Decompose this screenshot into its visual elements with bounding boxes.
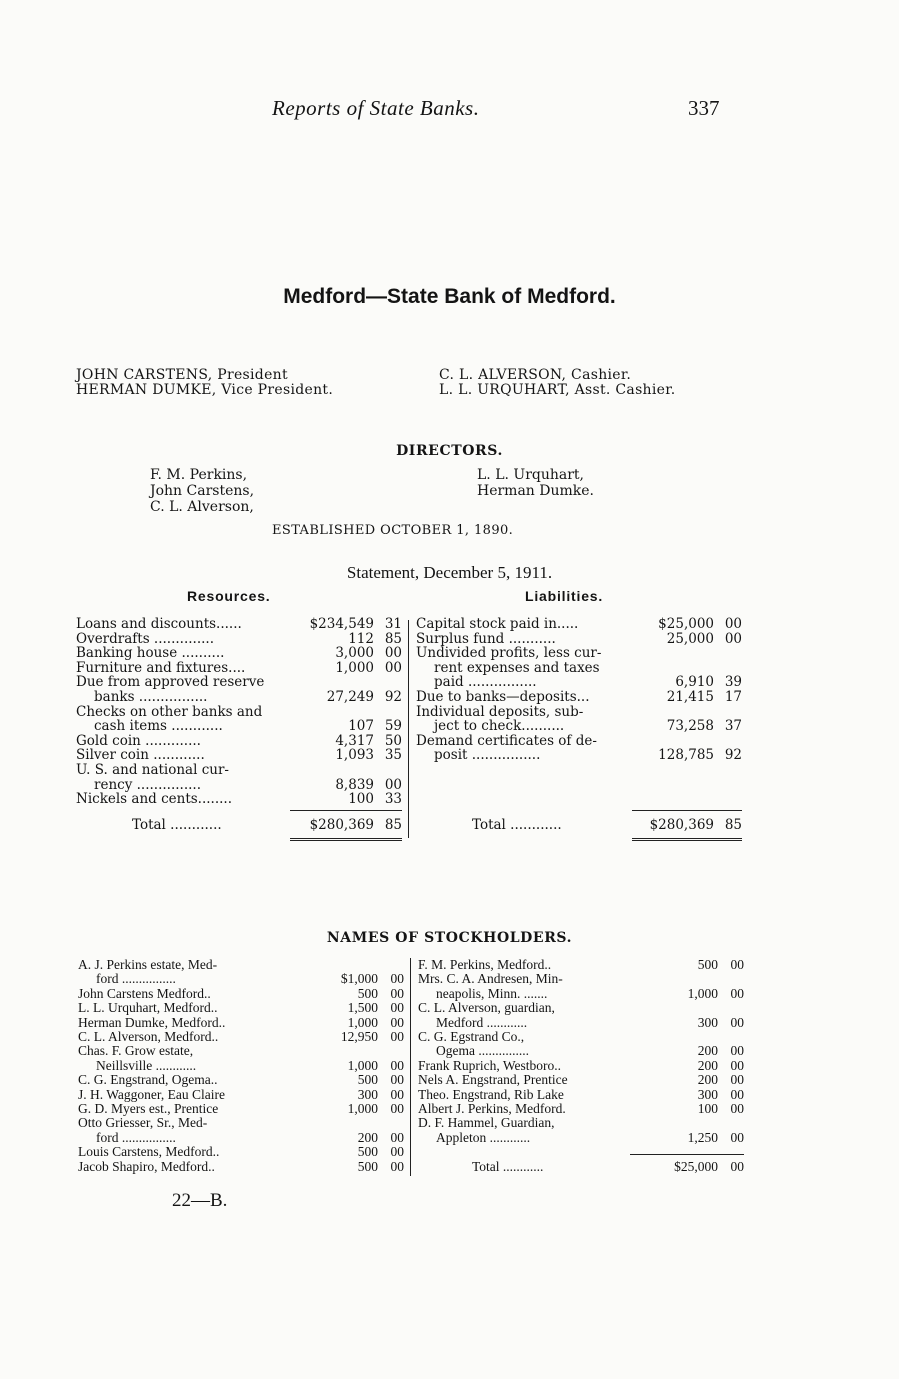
director: John Carstens,: [150, 483, 255, 499]
entry-line: [76, 705, 402, 720]
entry-line: [78, 958, 404, 972]
entry-description: Albert J. Perkins, Medford.: [418, 1101, 566, 1117]
entry-line: [78, 987, 404, 1001]
entry-line: [76, 734, 402, 749]
amount-cents: 37: [724, 718, 742, 735]
entry-line: [416, 690, 742, 705]
amount-dollars: 100: [697, 1101, 718, 1117]
director: Herman Dumke.: [477, 483, 595, 499]
entry-line: [416, 734, 742, 749]
entry-description: A. J. Perkins estate, Med-: [78, 957, 218, 972]
amount-dollars: $234,549: [309, 616, 374, 632]
amount-cents: 33: [384, 791, 402, 808]
entry-description: Overdrafts ..............: [76, 630, 214, 647]
amount-dollars: 1,093: [335, 747, 374, 764]
director: F. M. Perkins,: [150, 467, 248, 483]
amount-cents: 00: [390, 1072, 404, 1088]
entry-description: ject to check..........: [434, 718, 565, 735]
total-cents: 85: [724, 817, 742, 833]
amount-cents: 31: [384, 616, 402, 632]
entry-description: Frank Ruprich, Westboro..: [418, 1057, 562, 1073]
entry-description: Theo. Engstrand, Rib Lake: [418, 1086, 564, 1102]
entry-amount: [616, 617, 742, 632]
resources-heading: Resources.: [187, 588, 271, 604]
entry-description: paid ................: [434, 674, 537, 691]
entry-description: banks ................: [94, 688, 208, 705]
total-amount: [616, 818, 742, 833]
entry-line: [418, 1059, 744, 1073]
amount-dollars: 21,415: [666, 688, 714, 705]
entry-amount: [616, 632, 742, 647]
amount-cents: 00: [390, 1129, 404, 1145]
amount-cents: 00: [384, 645, 402, 662]
entry-description: neapolis, Minn. .......: [436, 985, 548, 1001]
liabilities-total-row: [416, 818, 742, 833]
total-cents: 85: [384, 817, 402, 833]
entry-line: [78, 1145, 404, 1159]
entry-line: [418, 1030, 744, 1044]
amount-dollars: 500: [357, 1144, 378, 1160]
entry-description: Checks on other banks and: [76, 703, 263, 720]
amount-cents: 00: [730, 957, 744, 972]
amount-dollars: 128,785: [658, 747, 714, 764]
entry-amount: [286, 1059, 404, 1073]
amount-dollars: 1,500: [347, 1000, 378, 1016]
entry-description: Herman Dumke, Medford..: [78, 1014, 226, 1030]
amount-cents: 00: [390, 1057, 404, 1073]
amount-dollars: 6,910: [675, 674, 714, 691]
amount-cents: 39: [724, 674, 742, 691]
entry-amount: [276, 646, 402, 661]
amount-dollars: 1,000: [687, 985, 718, 1001]
entry-line: [78, 972, 404, 986]
amount-cents: 00: [390, 1014, 404, 1030]
amount-dollars: 500: [697, 957, 718, 972]
entry-amount: [626, 958, 744, 972]
amount-dollars: 200: [697, 1043, 718, 1059]
entry-description: John Carstens Medford..: [78, 985, 211, 1001]
amount-dollars: 1,000: [347, 1057, 378, 1073]
entry-line: [416, 632, 742, 647]
amount-dollars: 8,839: [335, 776, 374, 793]
entry-line: [416, 617, 742, 632]
directors-left: [150, 467, 254, 515]
amount-cents: 00: [730, 1086, 744, 1102]
entry-amount: [286, 1102, 404, 1116]
bank-title: Medford—State Bank of Medford.: [283, 285, 616, 308]
amount-cents: 85: [384, 630, 402, 647]
entry-description: J. H. Waggoner, Eau Claire: [78, 1086, 225, 1102]
entry-amount: [286, 1001, 404, 1015]
entry-description: D. F. Hammel, Guardian,: [418, 1115, 555, 1131]
amount-cents: 00: [390, 985, 404, 1001]
entry-description: Loans and discounts......: [76, 616, 242, 632]
total-amount: [276, 818, 402, 833]
entry-description: ford ................: [96, 1129, 176, 1145]
amount-dollars: 1,000: [335, 659, 374, 676]
director: L. L. Urquhart,: [477, 467, 584, 483]
entry-amount: [286, 1030, 404, 1044]
entry-description: Due from approved reserve: [76, 674, 265, 691]
statement-divider: [408, 620, 409, 838]
resources-total-row: [76, 818, 402, 833]
entry-description: Chas. F. Grow estate,: [78, 1043, 194, 1059]
amount-dollars: 300: [697, 1086, 718, 1102]
entry-line: [418, 1088, 744, 1102]
entry-line: [78, 1016, 404, 1030]
entry-line: [76, 646, 402, 661]
entry-description: Mrs. C. A. Andresen, Min-: [418, 971, 563, 987]
entry-line: [78, 1001, 404, 1015]
officers-left: [76, 368, 333, 398]
entry-amount: [286, 972, 404, 986]
resources-total-double-rule: [290, 838, 402, 841]
resources-table: [76, 617, 402, 807]
total-label: Total ............: [132, 817, 222, 833]
amount-cents: 50: [384, 732, 402, 749]
entry-description: Surplus fund ...........: [416, 630, 556, 647]
director: C. L. Alverson,: [150, 499, 254, 515]
amount-cents: 00: [730, 1014, 744, 1030]
amount-dollars: 25,000: [666, 630, 714, 647]
liabilities-total-double-rule: [632, 838, 742, 841]
stockholders-right-list: [418, 958, 744, 1145]
entry-description: C. G. Engstrand, Ogema..: [78, 1072, 218, 1088]
amount-cents: 00: [724, 630, 742, 647]
entry-line: [76, 778, 402, 793]
entry-amount: [286, 1160, 404, 1174]
amount-dollars: 100: [348, 791, 374, 808]
amount-cents: 00: [390, 1158, 404, 1174]
entry-line: [78, 1131, 404, 1145]
amount-cents: 00: [730, 1072, 744, 1088]
total-label: Total ............: [472, 1159, 544, 1174]
entry-line: [418, 1131, 744, 1145]
entry-description: posit ................: [434, 747, 541, 764]
entry-description: Furniture and fixtures....: [76, 659, 246, 676]
entry-description: rent expenses and taxes: [434, 659, 600, 676]
entry-description: F. M. Perkins, Medford..: [418, 957, 552, 972]
amount-dollars: 200: [697, 1072, 718, 1088]
entry-amount: [286, 1088, 404, 1102]
amount-cents: 00: [390, 1029, 404, 1045]
amount-cents: 00: [730, 1057, 744, 1073]
entry-line: [416, 661, 742, 676]
entry-line: [78, 1059, 404, 1073]
amount-dollars: 107: [348, 718, 374, 735]
amount-cents: 00: [390, 1144, 404, 1160]
amount-dollars: 300: [697, 1014, 718, 1030]
entry-amount: [276, 632, 402, 647]
stockholders-total-rule: [630, 1154, 744, 1155]
entry-description: Undivided profits, less cur-: [416, 645, 602, 662]
amount-cents: 00: [390, 1000, 404, 1016]
entry-description: Neillsville ............: [96, 1057, 197, 1073]
entry-amount: [276, 690, 402, 705]
directors-right: [477, 467, 594, 499]
entry-amount: [276, 661, 402, 676]
total-dollars: $280,369: [309, 817, 374, 833]
entry-line: [78, 1073, 404, 1087]
entry-amount: [626, 1131, 744, 1145]
entry-amount: [626, 1073, 744, 1087]
amount-dollars: 1,000: [347, 1101, 378, 1117]
officer-asst-cashier: L. L. URQUHART, Asst. Cashier.: [439, 382, 676, 398]
entry-description: Silver coin ............: [76, 747, 205, 764]
entry-amount: [626, 987, 744, 1001]
entry-description: Louis Carstens, Medford..: [78, 1144, 220, 1160]
entry-description: Otto Griesser, Sr., Med-: [78, 1115, 208, 1131]
signature-mark: 22—B.: [172, 1190, 228, 1211]
total-label: Total ............: [472, 817, 562, 833]
entry-description: Nels A. Engstrand, Prentice: [418, 1072, 568, 1088]
total-dollars: $25,000: [674, 1159, 718, 1174]
entry-description: L. L. Urquhart, Medford..: [78, 1000, 218, 1016]
entry-amount: [616, 719, 742, 734]
entry-line: [78, 1160, 404, 1174]
established-date: ESTABLISHED OCTOBER 1, 1890.: [272, 523, 514, 538]
total-cents: 00: [730, 1159, 744, 1174]
amount-cents: 92: [724, 747, 742, 764]
officers-right: [439, 368, 675, 398]
entry-description: Appleton ............: [436, 1129, 531, 1145]
entry-description: Individual deposits, sub-: [416, 703, 584, 720]
entry-amount: [626, 1016, 744, 1030]
entry-amount: [626, 1044, 744, 1058]
entry-amount: [286, 1145, 404, 1159]
amount-cents: 00: [730, 985, 744, 1001]
entry-amount: [276, 617, 402, 632]
entry-line: [418, 1001, 744, 1015]
amount-cents: 00: [390, 1101, 404, 1117]
entry-line: [418, 1073, 744, 1087]
entry-line: [76, 690, 402, 705]
stockholders-total-row: [418, 1160, 744, 1174]
entry-description: C. G. Egstrand Co.,: [418, 1029, 525, 1045]
entry-line: [78, 1030, 404, 1044]
entry-amount: [276, 748, 402, 763]
entry-line: [418, 958, 744, 972]
page-number: 337: [688, 96, 720, 120]
entry-description: Ogema ...............: [436, 1043, 529, 1059]
amount-cents: 00: [390, 971, 404, 987]
entry-amount: [616, 675, 742, 690]
running-header-title: Reports of State Banks.: [272, 96, 480, 120]
amount-dollars: 4,317: [335, 732, 374, 749]
amount-cents: 00: [724, 616, 742, 632]
entry-line: [418, 1044, 744, 1058]
resources-total-rule: [290, 810, 402, 811]
entry-line: [418, 1016, 744, 1030]
entry-amount: [286, 1073, 404, 1087]
entry-line: [76, 632, 402, 647]
total-amount: [626, 1160, 744, 1174]
amount-cents: 00: [384, 776, 402, 793]
liabilities-table: [416, 617, 742, 763]
entry-amount: [616, 748, 742, 763]
entry-description: Capital stock paid in.....: [416, 616, 579, 632]
entry-line: [418, 972, 744, 986]
entry-line: [78, 1044, 404, 1058]
entry-line: [416, 646, 742, 661]
entry-amount: [626, 1102, 744, 1116]
entry-line: [416, 748, 742, 763]
entry-line: [418, 1102, 744, 1116]
entry-line: [78, 1088, 404, 1102]
entry-amount: [276, 778, 402, 793]
entry-description: ford ................: [96, 971, 176, 987]
entry-amount: [616, 690, 742, 705]
stockholders-left-list: [78, 958, 404, 1174]
entry-line: [416, 705, 742, 720]
amount-dollars: 3,000: [335, 645, 374, 662]
entry-description: Jacob Shapiro, Medford..: [78, 1158, 215, 1174]
amount-cents: 00: [730, 1101, 744, 1117]
amount-dollars: 73,258: [666, 718, 714, 735]
entry-line: [76, 763, 402, 778]
amount-cents: 00: [384, 659, 402, 676]
amount-dollars: $1,000: [340, 971, 378, 987]
entry-description: C. L. Alverson, Medford..: [78, 1029, 219, 1045]
entry-line: [418, 1116, 744, 1130]
amount-dollars: 12,950: [340, 1029, 378, 1045]
entry-line: [76, 661, 402, 676]
amount-cents: 59: [384, 718, 402, 735]
entry-description: C. L. Alverson, guardian,: [418, 1000, 555, 1016]
amount-dollars: 112: [348, 630, 374, 647]
entry-amount: [286, 1016, 404, 1030]
officer-vice-president: HERMAN DUMKE, Vice President.: [76, 382, 334, 398]
entry-amount: [276, 734, 402, 749]
directors-heading: DIRECTORS.: [396, 443, 503, 459]
stockholders-divider: [410, 958, 411, 1176]
amount-cents: 35: [384, 747, 402, 764]
amount-dollars: 500: [357, 1072, 378, 1088]
stockholders-heading: NAMES OF STOCKHOLDERS.: [326, 930, 573, 946]
entry-line: [418, 987, 744, 1001]
entry-description: U. S. and national cur-: [76, 761, 229, 778]
amount-cents: 00: [730, 1129, 744, 1145]
entry-line: [76, 748, 402, 763]
entry-amount: [626, 1088, 744, 1102]
total-dollars: $280,369: [649, 817, 714, 833]
entry-amount: [276, 792, 402, 807]
amount-dollars: $25,000: [658, 616, 714, 632]
entry-line: [78, 1102, 404, 1116]
entry-description: Medford ............: [436, 1014, 528, 1030]
liabilities-heading: Liabilities.: [525, 588, 604, 604]
amount-cents: 00: [730, 1043, 744, 1059]
entry-description: Banking house ..........: [76, 645, 225, 662]
amount-dollars: 1,250: [687, 1129, 718, 1145]
statement-date: Statement, December 5, 1911.: [346, 563, 553, 582]
entry-amount: [276, 719, 402, 734]
entry-line: [76, 617, 402, 632]
entry-description: Demand certificates of de-: [416, 732, 597, 749]
amount-cents: 17: [724, 688, 742, 705]
amount-dollars: 200: [357, 1129, 378, 1145]
amount-dollars: 500: [357, 985, 378, 1001]
entry-description: cash items ............: [94, 718, 223, 735]
liabilities-total-rule: [632, 810, 742, 811]
entry-line: [416, 675, 742, 690]
entry-line: [416, 719, 742, 734]
amount-cents: 92: [384, 688, 402, 705]
entry-line: [76, 792, 402, 807]
entry-amount: [286, 987, 404, 1001]
amount-dollars: 500: [357, 1158, 378, 1174]
entry-line: [78, 1116, 404, 1130]
entry-description: Gold coin .............: [76, 732, 201, 749]
officer-cashier: C. L. ALVERSON, Cashier.: [439, 367, 632, 383]
amount-dollars: 300: [357, 1086, 378, 1102]
amount-dollars: 27,249: [326, 688, 374, 705]
amount-dollars: 200: [697, 1057, 718, 1073]
entry-description: Nickels and cents........: [76, 791, 233, 808]
entry-amount: [286, 1131, 404, 1145]
entry-line: [76, 675, 402, 690]
entry-amount: [626, 1059, 744, 1073]
officer-president: JOHN CARSTENS, President: [76, 367, 288, 383]
entry-description: Due to banks—deposits...: [416, 688, 590, 705]
amount-dollars: 1,000: [347, 1014, 378, 1030]
amount-cents: 00: [390, 1086, 404, 1102]
entry-line: [76, 719, 402, 734]
entry-description: G. D. Myers est., Prentice: [78, 1101, 219, 1117]
entry-description: rency ...............: [94, 776, 201, 793]
